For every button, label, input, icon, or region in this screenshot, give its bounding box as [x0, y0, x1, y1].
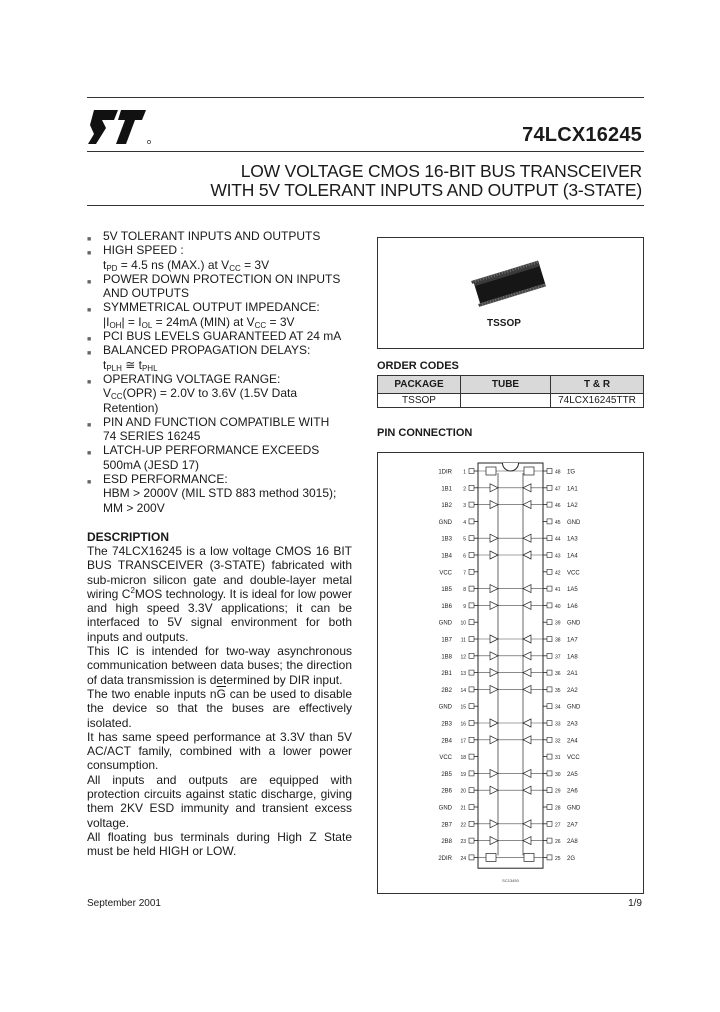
pin-label: 2B7 — [441, 822, 452, 829]
enable-control-icon — [524, 853, 534, 861]
pin-label: 2B1 — [441, 671, 452, 678]
buffer-icon — [523, 820, 531, 828]
table-header-row — [378, 376, 644, 394]
pin-number: 14 — [460, 687, 466, 694]
pin-number: 37 — [555, 654, 561, 661]
title-line-2: WITH 5V TOLERANT INPUTS AND OUTPUT (3-STATE) — [210, 180, 642, 200]
pin-label: 2A5 — [567, 771, 578, 778]
buffer-icon — [523, 736, 531, 744]
pin-connection-heading: PIN CONNECTION — [377, 427, 473, 439]
pin-pad — [547, 485, 552, 490]
pin-label: VCC — [439, 755, 452, 762]
pin-number: 17 — [460, 738, 466, 745]
feature-item: ■ PCI BUS LEVELS GUARANTEED AT 24 mA — [87, 329, 342, 344]
pin-pad — [547, 553, 552, 558]
feature-item: ■ OPERATING VOLTAGE RANGE: $V_{CC}(OPR) = 2.0V$ to 3.6V (1.5V Data Retention) — [87, 371, 297, 415]
pin-label: GND — [567, 704, 581, 711]
buffer-icon — [523, 551, 531, 559]
pin-label: 2B4 — [441, 738, 452, 745]
pin-label: 1DIR — [438, 469, 452, 476]
pin-pad — [469, 771, 474, 776]
description-paragraph: This IC is intended for two-way asynchronous communication between data buses; the direction of data transmission is determined by DIR input. — [87, 644, 352, 687]
pin-pad — [469, 485, 474, 490]
pin-pad — [469, 519, 474, 524]
buffer-icon — [490, 769, 498, 777]
pin-number: 30 — [555, 771, 561, 778]
feature-item: ■ ESD PERFORMANCE: HBM > 2000V (MIL STD 883 method 3015); MM > 200V — [87, 472, 337, 515]
order-codes-table — [377, 375, 644, 408]
pin-pad — [469, 637, 474, 642]
pin-number: 42 — [555, 570, 561, 577]
pin-number: 5 — [463, 536, 466, 543]
buffer-icon — [523, 685, 531, 693]
pin-label: VCC — [567, 570, 580, 577]
pin-number: 33 — [555, 721, 561, 728]
title-line-1: LOW VOLTAGE CMOS 16-BIT BUS TRANSCEIVER — [240, 161, 642, 181]
pin-pad — [469, 788, 474, 793]
pin-number: 39 — [555, 620, 561, 627]
pin-pad — [547, 805, 552, 810]
st-logo — [88, 107, 152, 147]
pin-number: 35 — [555, 687, 561, 694]
pin-label: VCC — [439, 570, 452, 577]
pin-pad — [469, 721, 474, 726]
pin-number: 36 — [555, 671, 561, 678]
buffer-icon — [490, 837, 498, 845]
feature-item: ■ HIGH SPEED : $t_{PD} = 4.5$ ns (MAX.) at $V_{CC} = 3V$ — [87, 243, 270, 273]
pin-label: 1A5 — [567, 587, 578, 594]
pin-number: 24 — [460, 855, 466, 862]
pin-number: 26 — [555, 839, 561, 846]
pin-pad — [469, 586, 474, 591]
pin-number: 21 — [460, 805, 466, 812]
pin-connection-diagram — [378, 453, 643, 893]
buffer-icon — [490, 534, 498, 542]
buffer-icon — [490, 635, 498, 643]
feature-item: ■ LATCH-UP PERFORMANCE EXCEEDS 500mA (JESD 17) — [87, 443, 320, 472]
pin-label: 1A8 — [567, 654, 578, 661]
pin-number: 8 — [463, 587, 466, 594]
dir-control-icon — [486, 467, 496, 475]
pin-pad — [469, 553, 474, 558]
buffer-icon — [523, 669, 531, 677]
pin-pad — [547, 603, 552, 608]
pin-number: 15 — [460, 704, 466, 711]
features-list — [87, 229, 362, 515]
pin-number: 46 — [555, 503, 561, 510]
pin-label: 1A1 — [567, 486, 578, 493]
pin-pad — [547, 721, 552, 726]
pin-number: 31 — [555, 755, 561, 762]
pin-number: 11 — [460, 637, 466, 644]
pin-number: 9 — [463, 603, 466, 610]
pin-number: 7 — [463, 570, 466, 577]
pin-number: 32 — [555, 738, 561, 745]
pin-number: 20 — [460, 788, 466, 795]
pin-label: 2B8 — [441, 839, 452, 846]
pin-label: GND — [438, 805, 452, 812]
pin-number: 45 — [555, 519, 561, 526]
order-codes-heading: ORDER CODES — [377, 360, 459, 372]
pin-pad — [547, 754, 552, 759]
pin-pad — [547, 653, 552, 658]
pin-pad — [547, 855, 552, 860]
header-top-rule — [87, 97, 644, 98]
pin-number: 3 — [463, 503, 466, 510]
pin-label: 1B3 — [441, 536, 452, 543]
tssop-package-image — [378, 238, 643, 348]
pin-number: 41 — [555, 587, 561, 594]
pin-pad — [547, 469, 552, 474]
feature-item: ■ POWER DOWN PROTECTION ON INPUTS AND OUTPUTS — [87, 271, 341, 301]
pin-label: GND — [438, 620, 452, 627]
pin-number: 2 — [463, 486, 466, 493]
header-bottom-rule — [87, 205, 644, 206]
pin-number: 16 — [460, 721, 466, 728]
pin-label: 1B4 — [441, 553, 452, 560]
pin-number: 18 — [460, 755, 466, 762]
pin-label: 2B2 — [441, 687, 452, 694]
pin-label: 1B6 — [441, 603, 452, 610]
pin-label: 2A6 — [567, 788, 578, 795]
pin-label: 2B6 — [441, 788, 452, 795]
pin-pad — [469, 838, 474, 843]
buffer-icon — [490, 601, 498, 609]
buffer-icon — [523, 837, 531, 845]
description-paragraph: All floating bus terminals during High Z State must be held HIGH or LOW. — [87, 829, 352, 859]
buffer-icon — [523, 719, 531, 727]
pin-label: 2A2 — [567, 687, 578, 694]
pin-pad — [469, 620, 474, 625]
pin-label: 2A8 — [567, 839, 578, 846]
pin-pad — [547, 620, 552, 625]
pin-number: 40 — [555, 603, 561, 610]
pin-label: 1A3 — [567, 536, 578, 543]
description-heading: DESCRIPTION — [87, 530, 170, 544]
pin-label: 2A7 — [567, 822, 578, 829]
table-cell: TSSOP — [378, 394, 461, 408]
pin-number: 29 — [555, 788, 561, 795]
pin-label: 2B5 — [441, 771, 452, 778]
enable-control-icon — [524, 467, 534, 475]
pin-number: 47 — [555, 486, 561, 493]
description-paragraph: The two enable inputs $n\overline{G}$ can be used to disable the device so that the buses are effectively isolated. — [87, 686, 353, 730]
pin-label: 2A3 — [567, 721, 578, 728]
pin-number: 34 — [555, 704, 561, 711]
pin-pad — [469, 603, 474, 608]
buffer-icon — [490, 585, 498, 593]
table-row — [378, 394, 644, 408]
pin-number: 19 — [460, 771, 466, 778]
pin-pad — [547, 637, 552, 642]
buffer-icon — [490, 484, 498, 492]
column-header: PACKAGE — [378, 376, 461, 394]
pin-number: 43 — [555, 553, 561, 560]
pin-label: 1G — [567, 469, 576, 476]
pin-number: 4 — [463, 519, 466, 526]
pin-label: GND — [567, 805, 581, 812]
pin-pad — [469, 687, 474, 692]
description-paragraph: The 74LCX16245 is a low voltage CMOS 16 BIT BUS TRANSCEIVER (3-STATE) fabricated with sub-micron silicon gate and double-layer metal wiring $C^2MOS$ technology. It is ideal for low power and high speed 3.3V applications; it can be interfaced to 5V signal environment for both inputs and outputs. — [87, 544, 353, 644]
pin-pad — [547, 670, 552, 675]
pin-pad — [469, 855, 474, 860]
pin-label: 1A7 — [567, 637, 578, 644]
buffer-icon — [523, 585, 531, 593]
pin-number: 27 — [555, 822, 561, 829]
pin-label: 1B1 — [441, 486, 452, 493]
description-paragraph: It has same speed performance at 3.3V than 5V AC/ACT family, combined with a lower power consumption. — [87, 729, 352, 773]
pin-number: 1 — [463, 469, 466, 476]
pin-number: 25 — [555, 855, 561, 862]
pin-label: 1A2 — [567, 503, 578, 510]
buffer-icon — [523, 484, 531, 492]
pin-number: 28 — [555, 805, 561, 812]
pin-number: 48 — [555, 469, 561, 476]
feature-item: ■ BALANCED PROPAGATION DELAYS: $t_{PLH}$ ≅ $t_{PHL}$ — [87, 343, 311, 373]
pin-pad — [547, 502, 552, 507]
pin-number: 13 — [460, 671, 466, 678]
pin-pad — [547, 536, 552, 541]
pin-pad — [547, 788, 552, 793]
pin-connection-box — [377, 452, 644, 894]
buffer-icon — [523, 786, 531, 794]
pin-pad — [469, 569, 474, 574]
pin-pad — [547, 838, 552, 843]
feature-item: ■ PIN AND FUNCTION COMPATIBLE WITH 74 SERIES 16245 — [87, 414, 330, 444]
pin-label: GND — [438, 519, 452, 526]
buffer-icon — [490, 652, 498, 660]
pin-label: 2DIR — [438, 855, 452, 862]
buffer-icon — [523, 601, 531, 609]
feature-item: ■ 5V TOLERANT INPUTS AND OUTPUTS — [87, 229, 321, 243]
pin-label: 2A4 — [567, 738, 578, 745]
pin-pad — [469, 805, 474, 810]
description-body — [87, 544, 352, 859]
pin-label: 2G — [567, 855, 576, 862]
buffer-icon — [523, 501, 531, 509]
pin-pad — [469, 469, 474, 474]
pin-pad — [469, 754, 474, 759]
pin-pad — [547, 586, 552, 591]
buffer-icon — [490, 786, 498, 794]
figure-id: SC13450 — [502, 878, 519, 884]
feature-item: ■ SYMMETRICAL OUTPUT IMPEDANCE: $|I_{OH}| = I_{OL} = 24mA$ (MIN) at $V_{CC} = 3V$ — [87, 300, 320, 330]
pin-label: GND — [438, 704, 452, 711]
buffer-icon — [490, 719, 498, 727]
pin-number: 10 — [460, 620, 466, 627]
pin-label: 1A4 — [567, 553, 578, 560]
pin-number: 22 — [460, 822, 466, 829]
pin-pad — [547, 771, 552, 776]
pin-pad — [469, 536, 474, 541]
header-mid-rule — [87, 151, 644, 152]
pin-number: 44 — [555, 536, 561, 543]
pin-label: GND — [567, 519, 581, 526]
buffer-icon — [490, 736, 498, 744]
table-cell: 74LCX16245TTR — [551, 394, 644, 408]
pin-label: VCC — [567, 755, 580, 762]
buffer-icon — [523, 652, 531, 660]
buffer-icon — [490, 669, 498, 677]
pin-pad — [547, 704, 552, 709]
pin-pad — [547, 519, 552, 524]
pin-pad — [469, 821, 474, 826]
pin-number: 38 — [555, 637, 561, 644]
pin-number: 12 — [460, 654, 466, 661]
footer-date: September 2001 — [87, 898, 161, 909]
pin-label: 2A1 — [567, 671, 578, 678]
dir-control-icon — [486, 853, 496, 861]
pin-pad — [547, 569, 552, 574]
column-header: TUBE — [461, 376, 551, 394]
chip-body — [478, 463, 543, 868]
pin-label: 1A6 — [567, 603, 578, 610]
pin-label: 2B3 — [441, 721, 452, 728]
pin-label: 1B7 — [441, 637, 452, 644]
pin-number: 23 — [460, 839, 466, 846]
buffer-icon — [490, 820, 498, 828]
pin-label: GND — [567, 620, 581, 627]
pin-pad — [469, 653, 474, 658]
buffer-icon — [490, 685, 498, 693]
buffer-icon — [490, 501, 498, 509]
pin-label: 1B5 — [441, 587, 452, 594]
pin-number: 6 — [463, 553, 466, 560]
buffer-icon — [523, 635, 531, 643]
buffer-icon — [523, 534, 531, 542]
package-image-box — [377, 237, 644, 349]
pin-pad — [469, 704, 474, 709]
part-number: 74LCX16245 — [522, 124, 642, 146]
pin-label: 1B8 — [441, 654, 452, 661]
buffer-icon — [490, 551, 498, 559]
description-paragraph: All inputs and outputs are equipped with protection circuits against static discharge, giving them 2KV ESD immunity and transient excess voltage. — [87, 772, 352, 830]
chip-notch — [503, 463, 519, 471]
page-number: 1/9 — [628, 898, 642, 909]
pin-pad — [547, 737, 552, 742]
pin-label: 1B2 — [441, 503, 452, 510]
buffer-icon — [523, 769, 531, 777]
package-label: TSSOP — [487, 318, 521, 329]
table-cell — [461, 394, 551, 408]
pin-pad — [547, 821, 552, 826]
pin-pad — [469, 502, 474, 507]
pin-pad — [469, 737, 474, 742]
column-header: T & R — [551, 376, 644, 394]
pin-pad — [469, 670, 474, 675]
pin-pad — [547, 687, 552, 692]
